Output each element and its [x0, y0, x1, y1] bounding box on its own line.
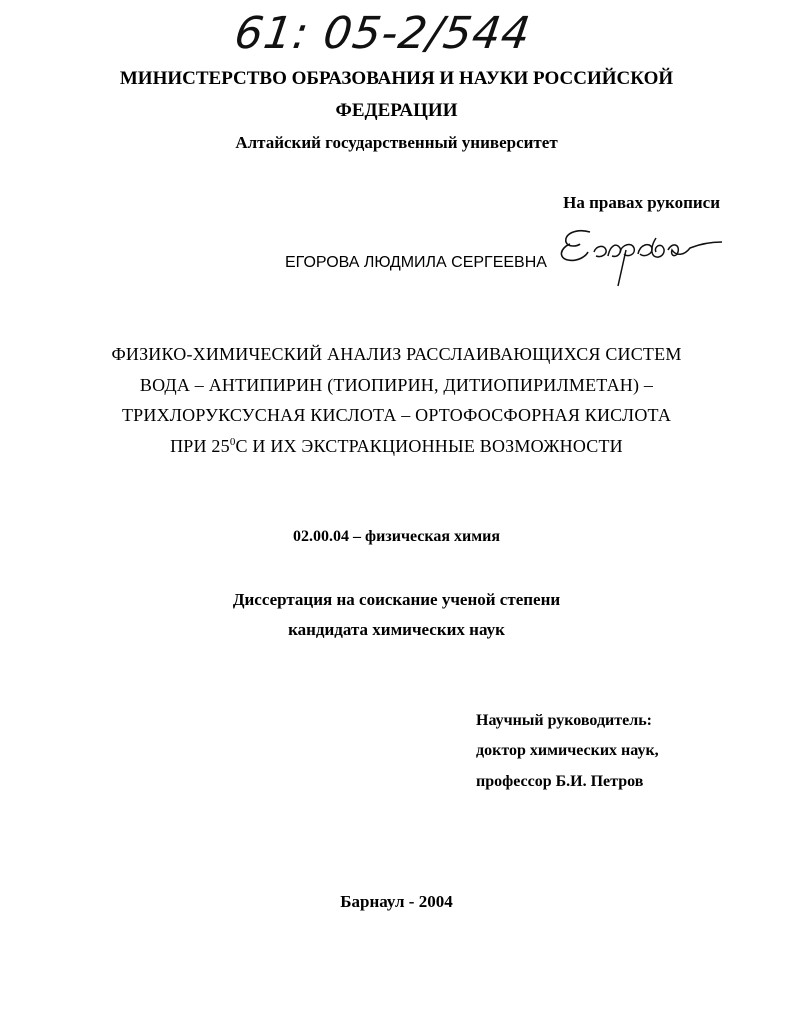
- advisor-name: профессор Б.И. Петров: [476, 773, 644, 790]
- title-line-4-prefix: ПРИ 25: [170, 436, 230, 456]
- manuscript-rights-note: На правах рукописи: [563, 193, 720, 212]
- university-name: Алтайский государственный университет: [235, 133, 558, 152]
- advisor-degree: доктор химических наук,: [476, 742, 659, 759]
- author-name: ЕГОРОВА ЛЮДМИЛА СЕРГЕЕВНА: [285, 254, 547, 271]
- degree-line-2: кандидата химических наук: [288, 620, 505, 639]
- author-signature: [556, 216, 726, 300]
- city-year: Барнаул - 2004: [340, 892, 453, 911]
- ministry-line-1: МИНИСТЕРСТВО ОБРАЗОВАНИЯ И НАУКИ РОССИЙСКОЙ: [119, 68, 674, 89]
- title-line-3: ТРИХЛОРУКСУСНАЯ КИСЛОТА – ОРТОФОСФОРНАЯ КИСЛОТА: [121, 405, 672, 425]
- title-line-4: [0, 436, 793, 457]
- archive-code-handwritten: 61: 05-2/544: [231, 8, 535, 59]
- title-line-4-suffix: С И ИХ ЭКСТРАКЦИОННЫЕ ВОЗМОЖНОСТИ: [235, 436, 623, 456]
- title-line-1: ФИЗИКО-ХИМИЧЕСКИЙ АНАЛИЗ РАССЛАИВАЮЩИХСЯ СИСТЕМ: [111, 344, 682, 364]
- degree-superscript: 0: [229, 436, 236, 448]
- specialty-code: 02.00.04 – физическая химия: [293, 528, 500, 545]
- degree-line-1: Диссертация на соискание ученой степени: [232, 590, 561, 609]
- ministry-line-2: ФЕДЕРАЦИИ: [335, 100, 458, 121]
- title-line-2: ВОДА – АНТИПИРИН (ТИОПИРИН, ДИТИОПИРИЛМЕТАН) –: [139, 375, 654, 395]
- advisor-label: Научный руководитель:: [476, 712, 652, 729]
